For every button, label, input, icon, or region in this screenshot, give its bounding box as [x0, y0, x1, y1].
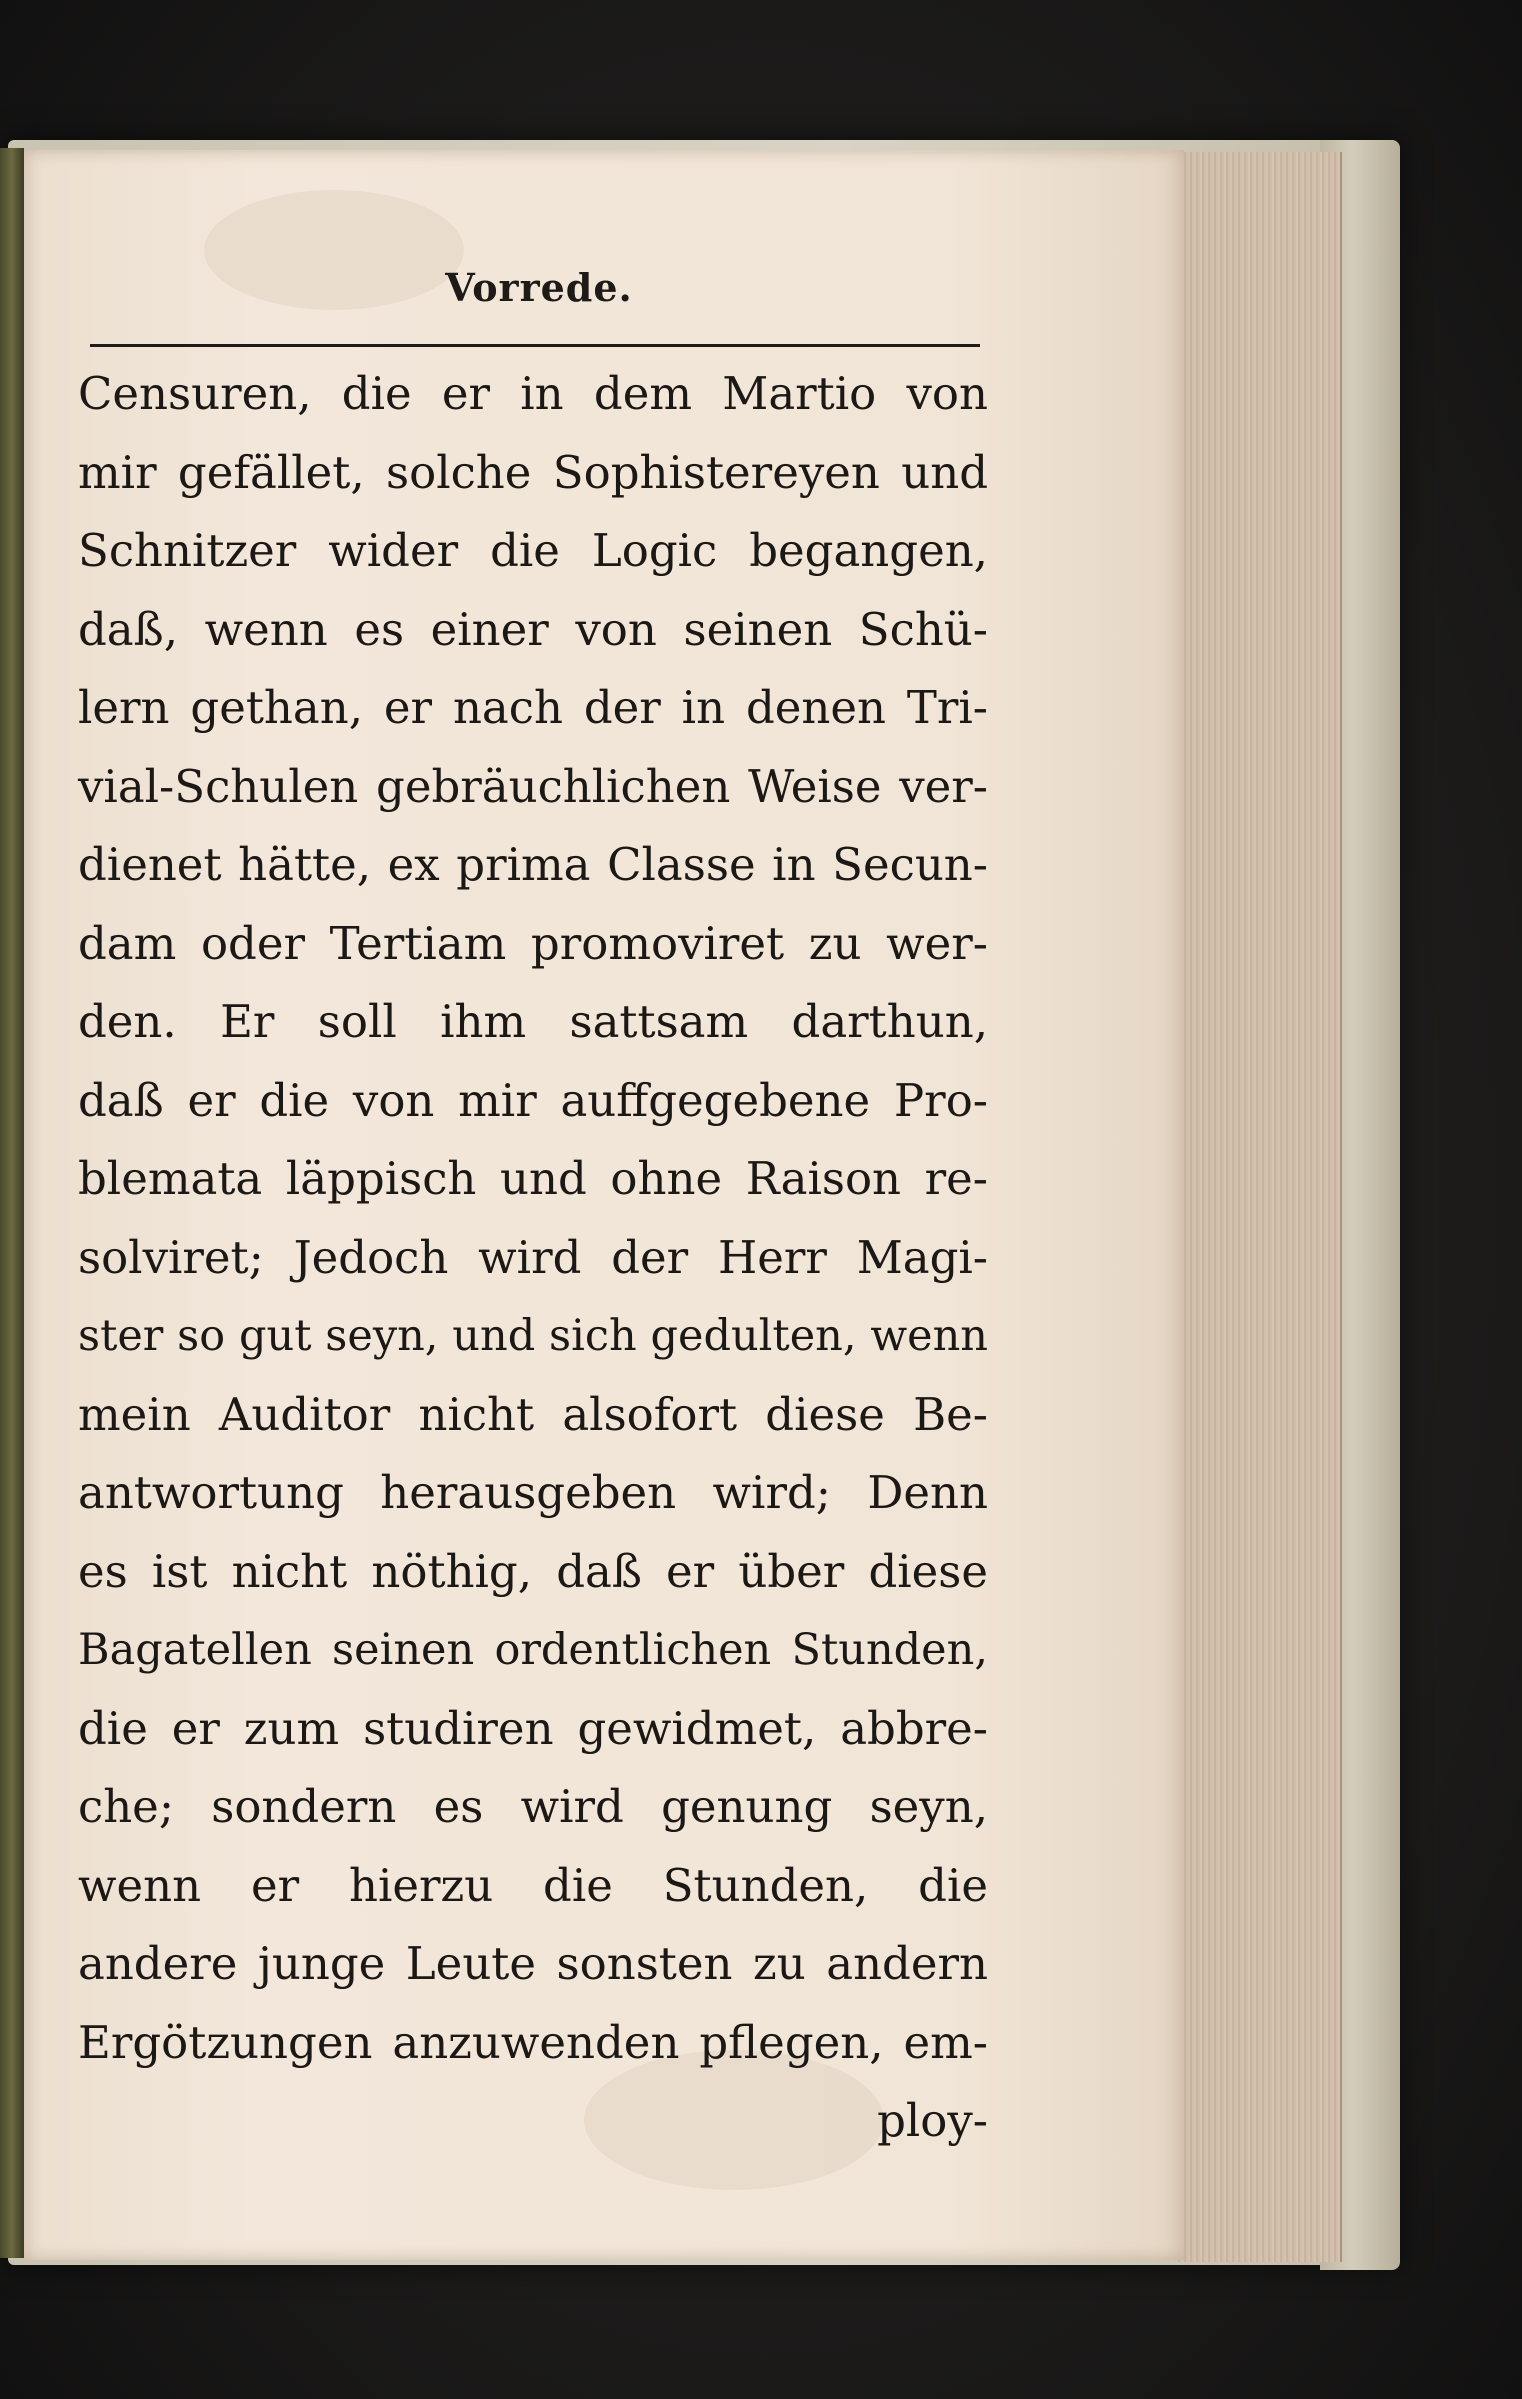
text-line: andere junge Leute sonsten zu andern — [78, 1937, 988, 1990]
page-edges — [1175, 152, 1342, 2262]
text-line: dienet hätte, ex prima Classe in Secun- — [78, 838, 988, 891]
text-line: es ist nicht nöthig, daß er über diese — [78, 1544, 988, 1598]
body-text — [78, 355, 988, 2161]
text-line: blemata läppisch und ohne Raison re- — [78, 1152, 988, 1205]
text-line: vial-Schulen gebräuchlichen Weise ver- — [78, 759, 988, 813]
book-spine-strip — [0, 148, 24, 2258]
catchword: ploy- — [877, 2094, 988, 2147]
text-line: daß er die von mir auffgegebene Pro- — [78, 1073, 988, 1127]
text-line: daß, wenn es einer von seinen Schü- — [78, 602, 988, 656]
text-line: che; sondern es wird genung seyn, — [78, 1780, 988, 1833]
text-line: antwortung herausgeben wird; Denn — [78, 1466, 988, 1519]
text-line: mein Auditor nicht alsofort diese Be- — [78, 1387, 988, 1441]
text-line: lern gethan, er nach der in denen Tri- — [78, 681, 988, 734]
header-rule — [90, 344, 980, 347]
text-line: den. Er soll ihm sattsam darthun, — [78, 995, 988, 1048]
text-line: solviret; Jedoch wird der Herr Magi- — [78, 1230, 988, 1284]
text-line: dam oder Tertiam promoviret zu wer- — [78, 916, 988, 970]
text-line: ster so gut seyn, und sich gedulten, wenn — [78, 1311, 988, 1361]
text-line: Bagatellen seinen ordentlichen Stunden, — [78, 1625, 988, 1675]
book-page — [24, 150, 1184, 2260]
text-line: die er zum studiren gewidmet, abbre- — [78, 1701, 988, 1755]
text-line: wenn er hierzu die Stunden, die — [78, 1858, 988, 1912]
page-header: Vorrede. — [445, 265, 633, 310]
text-line: Ergötzungen anzuwenden pflegen, em- — [78, 2015, 988, 2069]
text-line: Schnitzer wider die Logic begangen, — [78, 524, 988, 577]
text-line: Censuren, die er in dem Martio von — [78, 367, 988, 420]
text-line: mir gefället, solche Sophistereyen und — [78, 445, 988, 499]
